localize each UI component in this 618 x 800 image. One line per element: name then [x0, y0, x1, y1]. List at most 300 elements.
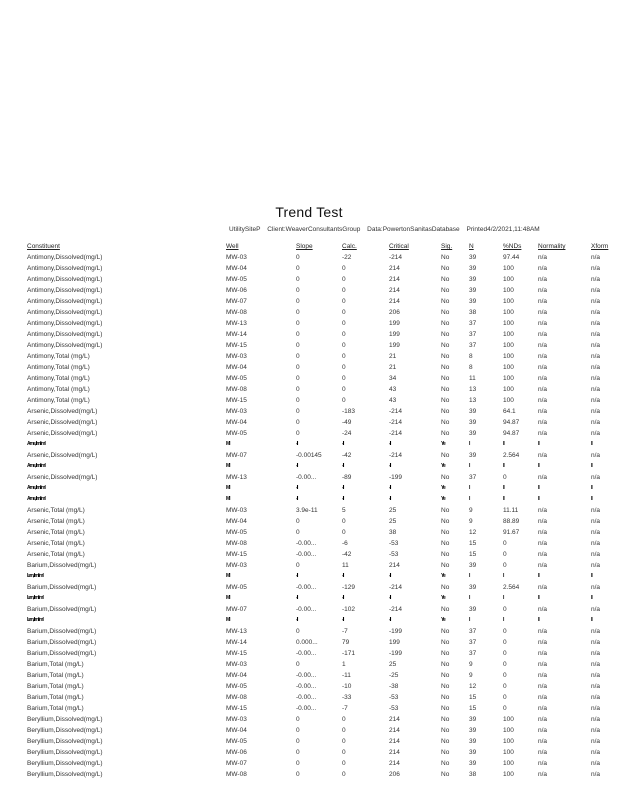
cell-pct-nds: 94.87: [503, 430, 520, 437]
table-row: [27, 494, 615, 505]
cell-n: I: [469, 485, 470, 491]
cell-n: 15: [469, 705, 477, 712]
cell-n: 39: [469, 298, 477, 305]
cell-sig: No: [441, 507, 450, 514]
cell-well: MI: [226, 496, 230, 502]
cell-sig: No: [441, 452, 450, 459]
cell-slope: 0: [296, 254, 300, 261]
cell-slope: 0: [296, 375, 300, 382]
cell-n: 37: [469, 320, 477, 327]
cell-pct-nds: 100: [503, 287, 514, 294]
table-row: [27, 560, 615, 571]
cell-pct-nds: I: [503, 595, 504, 601]
table-row: [27, 252, 615, 263]
table-row: [27, 373, 615, 384]
cell-xform: II: [591, 573, 592, 579]
cell-slope: 0: [296, 342, 300, 349]
cell-critical: 25: [389, 661, 397, 668]
cell-sig: No: [441, 320, 450, 327]
cell-sig: No: [441, 650, 450, 657]
table-row: [27, 395, 615, 406]
cell-sig: Ye: [441, 573, 445, 579]
cell-slope: -0.00...: [296, 650, 317, 657]
cell-calc: 5: [342, 507, 346, 514]
cell-well: MW-05: [226, 430, 247, 437]
cell-n: 39: [469, 408, 477, 415]
cell-calc: 0: [342, 529, 346, 536]
cell-xform: n/a: [591, 507, 601, 514]
cell-calc: 0: [342, 309, 346, 316]
table-row: [27, 505, 615, 516]
table-row: [27, 714, 615, 725]
cell-sig: Ye: [441, 496, 445, 502]
cell-calc: 0: [342, 287, 346, 294]
cell-well: MW-13: [226, 320, 247, 327]
cell-sig: No: [441, 760, 450, 767]
cell-constituent: Arsenic,Dissolved(mg/L): [27, 408, 98, 415]
cell-pct-nds: 0: [503, 606, 507, 613]
cell-normality: n/a: [538, 287, 548, 294]
cell-well: MI: [226, 463, 230, 469]
cell-sig: No: [441, 639, 450, 646]
cell-n: 37: [469, 474, 477, 481]
cell-constituent: Arsenic,Dissolved(mg/L): [27, 419, 98, 426]
cell-normality: n/a: [538, 606, 548, 613]
cell-constituent: Arsenic,Total (mg/L): [27, 507, 85, 514]
cell-slope: 0: [296, 298, 300, 305]
cell-n: 39: [469, 452, 477, 459]
column-header-critical: Critical: [389, 243, 409, 250]
cell-pct-nds: I: [503, 573, 504, 579]
column-header-well: Well: [226, 243, 239, 250]
cell-calc: 0: [342, 320, 346, 327]
cell-critical: -II: [389, 485, 391, 491]
cell-normality: n/a: [538, 529, 548, 536]
cell-critical: 214: [389, 562, 400, 569]
cell-xform: n/a: [591, 309, 601, 316]
table-row: [27, 736, 615, 747]
cell-calc: 0: [342, 727, 346, 734]
table-row: [27, 461, 615, 472]
cell-constituent: Antimony,Dissolved(mg/L): [27, 309, 103, 316]
cell-sig: Ye: [441, 463, 445, 469]
cell-n: I: [469, 595, 470, 601]
cell-calc: -II: [342, 617, 344, 623]
cell-xform: n/a: [591, 672, 601, 679]
cell-slope: -II: [296, 573, 298, 579]
cell-critical: -38: [389, 683, 399, 690]
cell-normality: n/a: [538, 353, 548, 360]
cell-constituent: Arsenic,Total (mg/L): [27, 540, 85, 547]
cell-critical: -199: [389, 650, 403, 657]
cell-critical: -25: [389, 672, 399, 679]
cell-pct-nds: 94.87: [503, 419, 520, 426]
cell-slope: -II: [296, 441, 298, 447]
cell-normality: n/a: [538, 474, 548, 481]
column-header-xform: Xform: [591, 243, 609, 250]
cell-normality: II: [538, 617, 539, 623]
cell-sig: No: [441, 628, 450, 635]
table-row: [27, 406, 615, 417]
cell-constituent: Beryllium,Dissolved(mg/L): [27, 738, 103, 745]
cell-critical: 199: [389, 639, 400, 646]
cell-xform: n/a: [591, 551, 601, 558]
cell-n: I: [469, 617, 470, 623]
cell-pct-nds: 100: [503, 309, 514, 316]
cell-normality: n/a: [538, 265, 548, 272]
cell-normality: n/a: [538, 298, 548, 305]
cell-slope: -II: [296, 496, 298, 502]
cell-well: MI: [226, 573, 230, 579]
cell-sig: No: [441, 419, 450, 426]
cell-calc: -183: [342, 408, 356, 415]
cell-sig: Ye: [441, 617, 445, 623]
table-row: [27, 340, 615, 351]
cell-slope: -0.00...: [296, 705, 317, 712]
column-header-calc: Calc.: [342, 243, 357, 250]
cell-sig: No: [441, 364, 450, 371]
cell-xform: II: [591, 463, 592, 469]
cell-n: 15: [469, 540, 477, 547]
cell-pct-nds: 100: [503, 342, 514, 349]
cell-slope: 0: [296, 727, 300, 734]
cell-xform: n/a: [591, 386, 601, 393]
cell-pct-nds: I: [503, 617, 504, 623]
column-header-normality: Normality: [538, 243, 566, 250]
cell-constituent: Barium,Total (mg/L): [27, 694, 84, 701]
cell-xform: II: [591, 485, 592, 491]
cell-critical: 214: [389, 716, 400, 723]
cell-pct-nds: 100: [503, 375, 514, 382]
cell-xform: n/a: [591, 287, 601, 294]
cell-constituent: Antimony,Dissolved(mg/L): [27, 254, 103, 261]
cell-constituent: Arsenic,Total (mg/L): [27, 518, 85, 525]
cell-n: I: [469, 573, 470, 579]
table-row: [27, 670, 615, 681]
table-row: [27, 615, 615, 626]
cell-calc: 0: [342, 364, 346, 371]
cell-xform: n/a: [591, 694, 601, 701]
cell-well: MI: [226, 595, 230, 601]
cell-xform: n/a: [591, 650, 601, 657]
cell-sig: No: [441, 562, 450, 569]
cell-well: MW-05: [226, 738, 247, 745]
cell-critical: -II: [389, 573, 391, 579]
cell-critical: 34: [389, 375, 397, 382]
cell-critical: 25: [389, 518, 397, 525]
cell-sig: No: [441, 408, 450, 415]
cell-normality: n/a: [538, 342, 548, 349]
cell-critical: 214: [389, 276, 400, 283]
table-row: [27, 626, 615, 637]
cell-constituent: Arsenic,Dissolved(mg/L): [27, 452, 98, 459]
column-header-sig: Sig.: [441, 243, 453, 250]
cell-slope: 0: [296, 716, 300, 723]
cell-xform: II: [591, 441, 592, 447]
cell-normality: n/a: [538, 309, 548, 316]
cell-slope: 0: [296, 386, 300, 393]
cell-constituent: Antimony,Total (mg/L): [27, 386, 90, 393]
cell-normality: II: [538, 441, 539, 447]
cell-xform: n/a: [591, 584, 601, 591]
cell-critical: -214: [389, 452, 403, 459]
cell-sig: No: [441, 353, 450, 360]
cell-normality: n/a: [538, 276, 548, 283]
cell-slope: -0.00...: [296, 551, 317, 558]
cell-n: 39: [469, 716, 477, 723]
cell-constituent: Ame, limil ml: [27, 496, 45, 502]
cell-n: 11: [469, 375, 476, 382]
cell-pct-nds: 64.1: [503, 408, 516, 415]
cell-pct-nds: 0: [503, 562, 507, 569]
cell-xform: n/a: [591, 727, 601, 734]
table-row: [27, 307, 615, 318]
cell-calc: -89: [342, 474, 352, 481]
table-row: [27, 593, 615, 604]
cell-n: 37: [469, 650, 477, 657]
cell-calc: -II: [342, 573, 344, 579]
cell-sig: No: [441, 694, 450, 701]
cell-xform: n/a: [591, 364, 601, 371]
cell-xform: n/a: [591, 452, 601, 459]
cell-constituent: Antimony,Total (mg/L): [27, 397, 90, 404]
cell-calc: -42: [342, 551, 352, 558]
cell-slope: 0: [296, 518, 300, 525]
cell-constituent: Barium,Total (mg/L): [27, 672, 84, 679]
cell-pct-nds: 0: [503, 672, 507, 679]
cell-critical: 199: [389, 342, 400, 349]
cell-xform: n/a: [591, 606, 601, 613]
table-row: [27, 725, 615, 736]
cell-normality: n/a: [538, 254, 548, 261]
cell-n: 39: [469, 430, 477, 437]
cell-xform: n/a: [591, 342, 601, 349]
cell-slope: -0.00...: [296, 672, 317, 679]
cell-n: 38: [469, 771, 477, 778]
cell-n: I: [469, 496, 470, 502]
cell-normality: n/a: [538, 419, 548, 426]
cell-critical: -199: [389, 628, 403, 635]
cell-constituent: Antimony,Dissolved(mg/L): [27, 298, 103, 305]
cell-sig: No: [441, 661, 450, 668]
cell-critical: 214: [389, 749, 400, 756]
cell-xform: II: [591, 496, 592, 502]
cell-calc: 0: [342, 276, 346, 283]
cell-n: 9: [469, 672, 473, 679]
cell-normality: n/a: [538, 397, 548, 404]
cell-slope: -0.00...: [296, 683, 317, 690]
cell-xform: n/a: [591, 320, 601, 327]
cell-calc: 0: [342, 375, 346, 382]
table-body: [27, 252, 615, 780]
cell-well: MW-07: [226, 298, 247, 305]
cell-xform: n/a: [591, 771, 601, 778]
cell-calc: -7: [342, 705, 348, 712]
cell-pct-nds: II: [503, 485, 504, 491]
cell-constituent: Antimony,Dissolved(mg/L): [27, 342, 103, 349]
cell-slope: 0: [296, 331, 300, 338]
cell-xform: n/a: [591, 562, 601, 569]
cell-sig: No: [441, 529, 450, 536]
table-row: [27, 428, 615, 439]
cell-n: 8: [469, 364, 473, 371]
cell-pct-nds: 100: [503, 716, 514, 723]
cell-well: MW-13: [226, 628, 247, 635]
cell-slope: 0: [296, 408, 300, 415]
cell-well: MI: [226, 485, 230, 491]
cell-xform: n/a: [591, 298, 601, 305]
cell-constituent: Barium,Dissolved(mg/L): [27, 584, 97, 591]
cell-xform: II: [591, 595, 592, 601]
cell-slope: 3.9e-11: [296, 507, 318, 514]
cell-well: MW-04: [226, 518, 247, 525]
column-header-pct-nds: %NDs: [503, 243, 522, 250]
cell-critical: 214: [389, 287, 400, 294]
cell-well: MW-03: [226, 408, 247, 415]
cell-n: I: [469, 463, 470, 469]
table-row: [27, 571, 615, 582]
cell-xform: n/a: [591, 474, 601, 481]
cell-normality: n/a: [538, 628, 548, 635]
cell-calc: 0: [342, 760, 346, 767]
cell-slope: 0: [296, 276, 300, 283]
cell-pct-nds: 97.44: [503, 254, 520, 261]
cell-sig: No: [441, 265, 450, 272]
cell-constituent: Ame, limil ml: [27, 441, 45, 447]
cell-slope: -0.00...: [296, 540, 317, 547]
table-row: [27, 527, 615, 538]
cell-critical: -214: [389, 430, 403, 437]
table-row: [27, 681, 615, 692]
cell-pct-nds: 100: [503, 771, 514, 778]
cell-calc: 0: [342, 353, 346, 360]
cell-slope: -0.00145: [296, 452, 322, 459]
cell-slope: 0: [296, 628, 300, 635]
cell-xform: n/a: [591, 331, 601, 338]
table-row: [27, 659, 615, 670]
cell-pct-nds: 0: [503, 628, 507, 635]
cell-pct-nds: 100: [503, 386, 514, 393]
cell-normality: n/a: [538, 320, 548, 327]
cell-sig: No: [441, 331, 450, 338]
cell-slope: 0: [296, 661, 300, 668]
cell-well: MW-06: [226, 749, 247, 756]
cell-critical: -53: [389, 551, 399, 558]
cell-calc: -II: [342, 485, 344, 491]
cell-calc: -6: [342, 540, 348, 547]
cell-sig: Ye: [441, 441, 445, 447]
cell-slope: -II: [296, 463, 298, 469]
cell-critical: 25: [389, 507, 397, 514]
report-title: Trend Test: [275, 204, 343, 220]
cell-well: MI: [226, 617, 230, 623]
cell-xform: n/a: [591, 408, 601, 415]
cell-pct-nds: II: [503, 496, 504, 502]
meta-data: Data:PowertonSanitasDatabase: [367, 226, 460, 233]
cell-constituent: Barium,Dissolved(mg/L): [27, 562, 97, 569]
cell-critical: 199: [389, 331, 400, 338]
cell-calc: -7: [342, 628, 348, 635]
cell-normality: n/a: [538, 650, 548, 657]
cell-well: MW-08: [226, 771, 247, 778]
cell-pct-nds: 100: [503, 298, 514, 305]
cell-xform: n/a: [591, 639, 601, 646]
cell-critical: -214: [389, 419, 403, 426]
cell-constituent: Beryllium,Dissolved(mg/L): [27, 727, 103, 734]
cell-n: 39: [469, 562, 477, 569]
cell-normality: n/a: [538, 331, 548, 338]
cell-well: MW-06: [226, 287, 247, 294]
cell-slope: -0.00...: [296, 584, 317, 591]
cell-constituent: Beryllium,Dissolved(mg/L): [27, 760, 103, 767]
cell-normality: n/a: [538, 518, 548, 525]
cell-calc: 11: [342, 562, 349, 569]
cell-critical: -53: [389, 705, 399, 712]
cell-pct-nds: 0: [503, 683, 507, 690]
cell-well: MW-05: [226, 375, 247, 382]
cell-well: MW-04: [226, 419, 247, 426]
cell-n: 37: [469, 342, 477, 349]
cell-xform: n/a: [591, 540, 601, 547]
cell-pct-nds: 91.67: [503, 529, 520, 536]
cell-well: MW-08: [226, 386, 247, 393]
cell-constituent: Barium,Dissolved(mg/L): [27, 628, 97, 635]
cell-pct-nds: 0: [503, 639, 507, 646]
cell-n: 39: [469, 254, 477, 261]
cell-normality: II: [538, 463, 539, 469]
table-row: [27, 648, 615, 659]
cell-n: 39: [469, 419, 477, 426]
cell-xform: n/a: [591, 749, 601, 756]
cell-critical: -II: [389, 496, 391, 502]
cell-sig: No: [441, 606, 450, 613]
cell-constituent: Arsenic,Total (mg/L): [27, 551, 85, 558]
cell-n: 9: [469, 661, 473, 668]
cell-n: 39: [469, 584, 477, 591]
cell-slope: 0: [296, 320, 300, 327]
cell-well: MW-05: [226, 584, 247, 591]
cell-xform: n/a: [591, 518, 601, 525]
cell-normality: II: [538, 485, 539, 491]
cell-sig: No: [441, 551, 450, 558]
table-row: [27, 703, 615, 714]
table-row: [27, 582, 615, 593]
cell-pct-nds: 0: [503, 474, 507, 481]
cell-well: MW-15: [226, 342, 247, 349]
cell-normality: n/a: [538, 430, 548, 437]
cell-constituent: Barium,Total (mg/L): [27, 683, 84, 690]
cell-sig: No: [441, 386, 450, 393]
cell-sig: No: [441, 309, 450, 316]
cell-well: MW-07: [226, 452, 247, 459]
table-row: [27, 747, 615, 758]
cell-normality: n/a: [538, 551, 548, 558]
cell-normality: n/a: [538, 716, 548, 723]
cell-calc: 0: [342, 716, 346, 723]
cell-normality: n/a: [538, 760, 548, 767]
cell-constituent: Antimony,Total (mg/L): [27, 375, 90, 382]
cell-constituent: Ium, limil ml: [27, 573, 43, 579]
table-row: [27, 604, 615, 615]
table-row: [27, 769, 615, 780]
cell-constituent: Beryllium,Dissolved(mg/L): [27, 749, 103, 756]
cell-normality: n/a: [538, 705, 548, 712]
cell-constituent: Antimony,Total (mg/L): [27, 364, 90, 371]
cell-critical: -214: [389, 584, 403, 591]
cell-sig: No: [441, 771, 450, 778]
cell-normality: II: [538, 595, 539, 601]
cell-calc: 0: [342, 386, 346, 393]
